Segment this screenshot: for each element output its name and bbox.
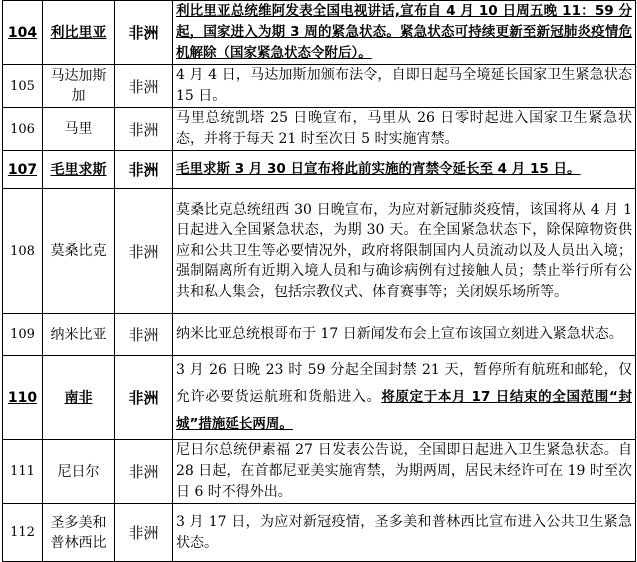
country-measures-table xyxy=(2,0,636,562)
country-name: 马达加斯加 xyxy=(43,65,115,108)
country-name: 圣多美和普林西比 xyxy=(43,504,115,562)
country-name: 纳米比亚 xyxy=(43,314,115,356)
row-number: 106 xyxy=(3,108,43,151)
table-row xyxy=(3,440,636,504)
country-name: 利比里亚 xyxy=(43,1,115,65)
table-row xyxy=(3,504,636,562)
measure-description: 毛里求斯 3 月 30 日宣布将此前实施的宵禁令延长至 4 月 15 日。 xyxy=(173,151,636,189)
region-name: 非洲 xyxy=(115,151,173,189)
measure-description: 莫桑比克总统纽西 30 日晚宣布，为应对新冠肺炎疫情，该国将从 4 月 1 日起进入全国紧急状态，为期 30 天。在全国紧急状态下，除保障物资供应和公共卫生等必要情况外，政府将限制国内人员流动以及人员出入境；强制隔离所有近期入境人员和与确诊病例有过接触人员；禁止举行所有公共和私人集会，包括宗教仪式、体育赛事等；关闭娱乐场所等。 xyxy=(173,189,636,314)
region-name: 非洲 xyxy=(115,504,173,562)
table-row xyxy=(3,314,636,356)
row-number: 110 xyxy=(3,356,43,440)
region-name: 非洲 xyxy=(115,440,173,504)
country-name: 尼日尔 xyxy=(43,440,115,504)
country-name: 毛里求斯 xyxy=(43,151,115,189)
row-number: 104 xyxy=(3,1,43,65)
region-name: 非洲 xyxy=(115,314,173,356)
table-row xyxy=(3,108,636,151)
table-row xyxy=(3,151,636,189)
region-name: 非洲 xyxy=(115,1,173,65)
table-row xyxy=(3,189,636,314)
measure-description: 4 月 4 日，马达加斯加颁布法令，自即日起马全境延长国家卫生紧急状态 15 日。 xyxy=(173,65,636,108)
row-number: 107 xyxy=(3,151,43,189)
region-name: 非洲 xyxy=(115,108,173,151)
row-number: 105 xyxy=(3,65,43,108)
row-number: 108 xyxy=(3,189,43,314)
measure-description: 利比里亚总统维阿发表全国电视讲话,宣布自 4 月 10 日周五晚 11：59 分起，国家进入为期 3 周的紧急状态。紧急状态可持续更新至新冠肺炎疫情危机解除（国家紧急状态令附后）。 xyxy=(173,1,636,65)
region-name: 非洲 xyxy=(115,65,173,108)
measure-description: 马里总统凯塔 25 日晚宣布，马里从 26 日零时起进入国家卫生紧急状态，并将于每天 21 时至次日 5 时实施宵禁。 xyxy=(173,108,636,151)
measure-text: 3 月 26 日晚 23 时 59 分起全国封禁 21 天，暂停所有航班和邮轮，仅允许必要货运航班和货船进入。 xyxy=(176,362,632,405)
table-row xyxy=(3,1,636,65)
measure-description xyxy=(173,356,636,440)
region-name: 非洲 xyxy=(115,356,173,440)
country-name: 马里 xyxy=(43,108,115,151)
measure-description: 3 月 17 日，为应对新冠疫情，圣多美和普林西比宣布进入公共卫生紧急状态。 xyxy=(173,504,636,562)
table-row xyxy=(3,356,636,440)
country-name: 莫桑比克 xyxy=(43,189,115,314)
region-name: 非洲 xyxy=(115,189,173,314)
measure-description: 尼日尔总统伊素福 27 日发表公告说，全国即日起进入卫生紧急状态。自 28 日起，在首都尼亚美实施宵禁，为期两周，居民未经许可在 19 时至次日 6 时不得外出。 xyxy=(173,440,636,504)
measure-extension-text: 将原定于本月 17 日结束的全国范围“封城”措施延长两周。 xyxy=(176,389,633,432)
country-name: 南非 xyxy=(43,356,115,440)
row-number: 109 xyxy=(3,314,43,356)
measure-description: 纳米比亚总统根哥布于 17 日新闻发布会上宣布该国立刻进入紧急状态。 xyxy=(173,314,636,356)
row-number: 111 xyxy=(3,440,43,504)
row-number: 112 xyxy=(3,504,43,562)
table-row xyxy=(3,65,636,108)
